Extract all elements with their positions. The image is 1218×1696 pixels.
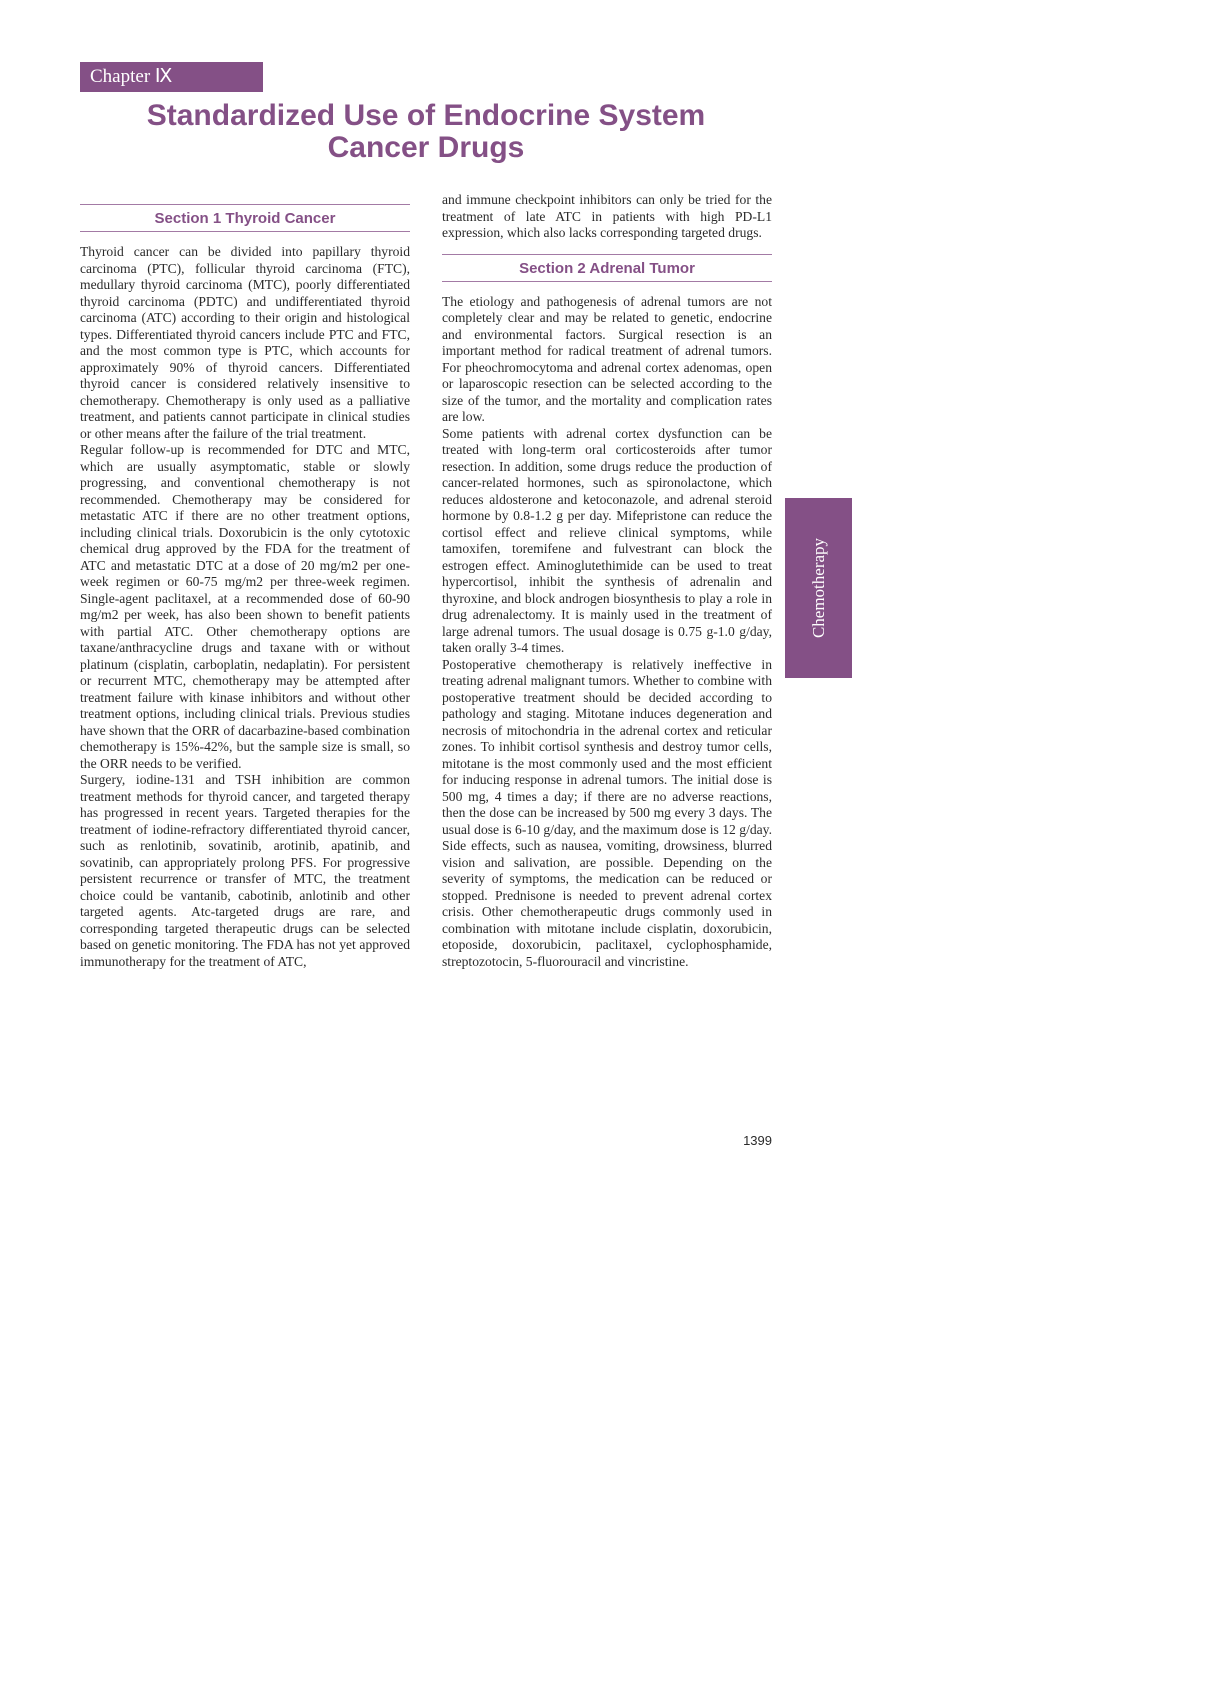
right-column: [442, 192, 772, 970]
section-1-paragraph-3: Surgery, iodine-131 and TSH inhibition are common treatment methods for thyroid cancer, and targeted therapy has progressed in recent years. Targeted therapies for the treatment of iodine-refractory differentiated thyroid cancer, such as renlotinib, sovatinib, arotinib, apatinib, and sovatinib, can appropriately prolong PFS. For progressive persistent recurrence or transfer of MTC, the treatment choice could be vantanib, cabotinib, anlotinib and other targeted agents. Atc-targeted drugs are rare, and corresponding targeted therapeutic drugs can be selected based on genetic monitoring. The FDA has not yet approved immunotherapy for the treatment of ATC,: [80, 772, 410, 969]
chapter-title: [80, 100, 772, 164]
section-1-paragraph-2: Regular follow-up is recommended for DTC and MTC, which are usually asymptomatic, stable or slowly progressing, and conventional chemotherapy is not recommended. Chemotherapy may be considered for metastatic ATC if there are no other treatment options, including clinical trials. Doxorubicin is the only cytotoxic chemical drug approved by the FDA for the treatment of ATC and metastatic DTC at a dose of 20 mg/m2 per one-week regimen or 60-75 mg/m2 per three-week regimen. Single-agent paclitaxel, at a recommended dose of 60-90 mg/m2 per week, has also been shown to benefit patients with partial ATC. Other chemotherapy options are taxane/anthracycline drugs and taxane with or without platinum (cisplatin, carboplatin, nedaplatin). For persistent or recurrent MTC, chemotherapy may be attempted after treatment failure with kinase inhibitors and without other treatment options, including clinical trials. Previous studies have shown that the ORR of dacarbazine-based combination chemotherapy is 15%-42%, but the sample size is small, so the ORR needs to be verified.: [80, 442, 410, 771]
chapter-title-line2: Cancer Drugs: [327, 131, 525, 164]
chapter-title-line1: Standardized Use of Endocrine System: [146, 99, 706, 132]
section-1-continuation: and immune checkpoint inhibitors can only be tried for the treatment of late ATC in patients with high PD-L1 expression, which also lacks corresponding targeted drugs.: [442, 192, 772, 240]
section-2-paragraph-2: Some patients with adrenal cortex dysfunction can be treated with long-term oral corticosteroids after tumor resection. In addition, some drugs reduce the production of cancer-related hormones, such as spironolactone, which reduces aldosterone and ketoconazole, and adrenal steroid hormone by 0.8-1.2 g per day. Mifepristone can reduce the cortisol effect and relieve clinical symptoms, while tamoxifen, toremifene and fulvestrant can block the estrogen effect. Aminoglutethimide can be used to treat hypercortisol, inhibit the synthesis of adrenalin and thyroxine, and block androgen biosynthesis to play a role in drug adrenalectomy. It is mainly used in the treatment of large adrenal tumors. The usual dosage is 0.75 g-1.0 g/day, taken orally 3-4 times.: [442, 425, 772, 655]
section-1-heading: Section 1 Thyroid Cancer: [80, 204, 410, 232]
section-2-paragraph-3: Postoperative chemotherapy is relatively ineffective in treating adrenal malignant tumors. Whether to combine with postoperative treatment should be decided according to pathology and staging. Mitotane induces degeneration and necrosis of mitochondria in the adrenal cortex and reticular zones. To inhibit cortisol synthesis and destroy tumor cells, mitotane is the most commonly used and the most efficient for inducing response in adrenal tumors. The initial dose is 500 mg, 4 times a day; if there are no adverse reactions, then the dose can be increased by 500 mg every 3 days. The usual dose is 6-10 g/day, and the maximum dose is 12 g/day. Side effects, such as nausea, vomiting, drowsiness, blurred vision and salivation, are possible. Depending on the severity of symptoms, the medication can be reduced or stopped. Prednisone is needed to prevent adrenal cortex crisis. Other chemotherapeutic drugs commonly used in combination with mitotane include cisplatin, doxorubicin, etoposide, doxorubicin, paclitaxel, cyclophosphamide, streptozotocin, 5-fluorouracil and vincristine.: [442, 656, 772, 969]
section-2-paragraph-1: The etiology and pathogenesis of adrenal tumors are not completely clear and may be related to genetic, endocrine and environmental factors. Surgical resection is an important method for radical treatment of adrenal tumors. For pheochromocytoma and adrenal cortex adenomas, open or laparoscopic resection can be selected according to the size of the tumor, and the mortality and complication rates are low.: [442, 293, 772, 424]
section-1-paragraph-1: Thyroid cancer can be divided into papillary thyroid carcinoma (PTC), follicular thyroid carcinoma (FTC), medullary thyroid carcinoma (MTC), poorly differentiated thyroid carcinoma (PDTC) and undifferentiated thyroid carcinoma (ATC) according to their origin and histological types. Differentiated thyroid cancers include PTC and FTC, and the most common type is PTC, which accounts for approximately 90% of thyroid cancers. Differentiated thyroid cancer is considered relatively insensitive to chemotherapy. Chemotherapy is only used as a palliative treatment, and patients cannot participate in clinical studies or other means after the failure of the trial treatment.: [80, 244, 410, 441]
side-tab-label: Chemotherapy: [808, 537, 828, 639]
chapter-label: Chapter Ⅸ: [80, 62, 263, 92]
left-column: [80, 192, 410, 970]
section-2-heading: Section 2 Adrenal Tumor: [442, 254, 772, 282]
side-tab: [785, 498, 852, 678]
page-number: 1399: [743, 1133, 772, 1148]
